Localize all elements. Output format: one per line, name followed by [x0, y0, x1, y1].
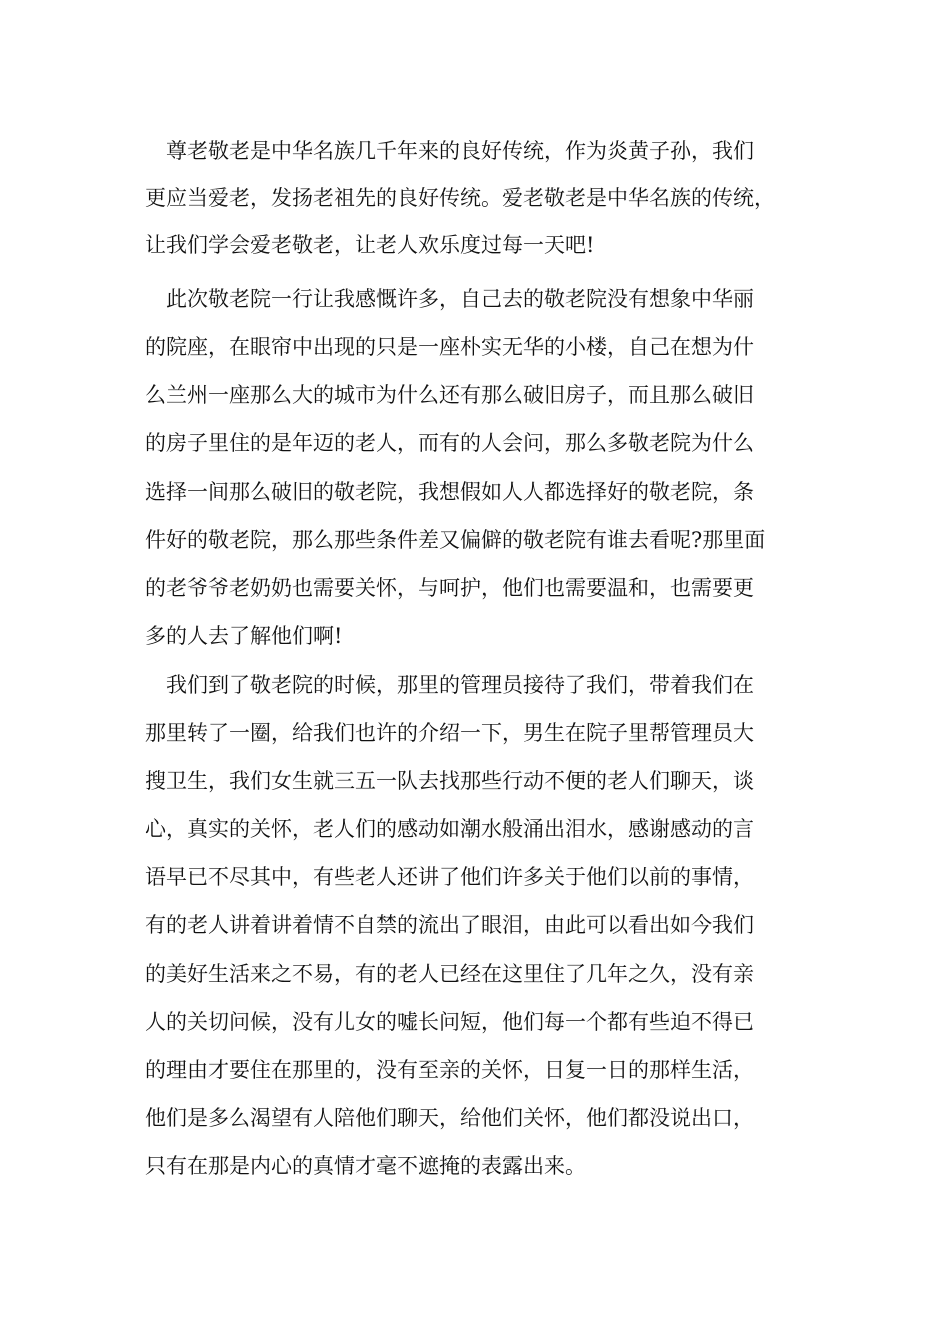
paragraph-line: 件好的敬老院，那么那些条件差又偏僻的敬老院有谁去看呢?那里面 — [145, 528, 766, 552]
paragraph-line: 尊老敬老是中华名族几千年来的良好传统，作为炎黄子孙，我们 — [145, 139, 754, 163]
paragraph-line: 的房子里住的是年迈的老人，而有的人会问，那么多敬老院为什么 — [145, 431, 754, 455]
paragraph-line: 只有在那是内心的真情才毫不遮掩的表露出来。 — [145, 1154, 586, 1178]
paragraph-line: 的院座，在眼帘中出现的只是一座朴实无华的小楼，自己在想为什 — [145, 335, 754, 359]
paragraph-line: 那里转了一圈，给我们也许的介绍一下，男生在院子里帮管理员大 — [145, 721, 754, 745]
paragraph-line: 的理由才要住在那里的，没有至亲的关怀，日复一日的那样生活， — [145, 1058, 754, 1082]
paragraph-line: 有的老人讲着讲着情不自禁的流出了眼泪，由此可以看出如今我们 — [145, 913, 754, 937]
paragraph-line: 选择一间那么破旧的敬老院，我想假如人人都选择好的敬老院，条 — [145, 480, 754, 504]
paragraph-line: 多的人去了解他们啊! — [145, 624, 343, 648]
paragraph-line: 心，真实的关怀，老人们的感动如潮水般涌出泪水，感谢感动的言 — [145, 817, 754, 841]
paragraph-line: 的老爷爷老奶奶也需要关怀，与呵护，他们也需要温和，也需要更 — [145, 576, 754, 600]
paragraph-line: 语早已不尽其中，有些老人还讲了他们许多关于他们以前的事情， — [145, 865, 754, 889]
paragraph-line: 的美好生活来之不易，有的老人已经在这里住了几年之久，没有亲 — [145, 962, 754, 986]
paragraph-line: 让我们学会爱老敬老，让老人欢乐度过每一天吧! — [145, 233, 595, 257]
paragraph-line: 此次敬老院一行让我感慨许多，自己去的敬老院没有想象中华丽 — [145, 287, 754, 311]
paragraph-line: 更应当爱老，发扬老祖先的良好传统。爱老敬老是中华名族的传统， — [145, 186, 775, 210]
paragraph-line: 么兰州一座那么大的城市为什么还有那么破旧房子，而且那么破旧 — [145, 383, 754, 407]
paragraph-line: 搜卫生，我们女生就三五一队去找那些行动不便的老人们聊天，谈 — [145, 769, 754, 793]
paragraph-line: 人的关切问候，没有儿女的嘘长问短，他们每一个都有些迫不得已 — [145, 1010, 754, 1034]
paragraph-line: 我们到了敬老院的时候，那里的管理员接待了我们，带着我们在 — [145, 673, 754, 697]
paragraph-line: 他们是多么渴望有人陪他们聊天，给他们关怀，他们都没说出口， — [145, 1106, 754, 1130]
